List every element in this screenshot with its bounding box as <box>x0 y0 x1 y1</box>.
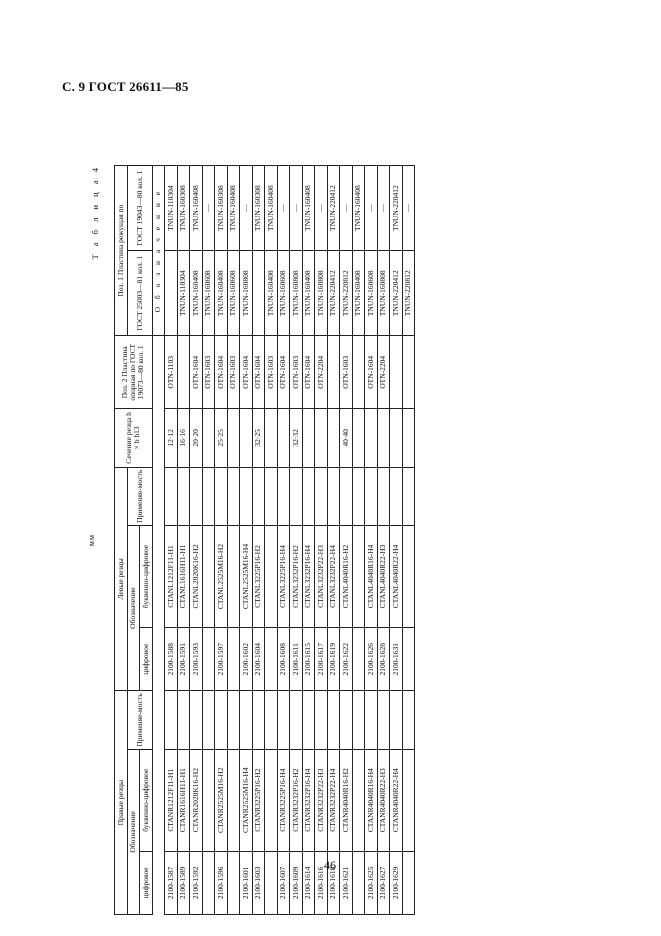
right-applicability-cell <box>377 691 390 749</box>
left-alphanumeric-cell <box>227 525 240 627</box>
right-designation-header: Обозначение <box>127 749 140 914</box>
insert-gost25003-cell: TNUN-160808 <box>315 251 328 336</box>
right-numeric-cell: 2100-1618 <box>327 851 340 914</box>
support-plate-cell: OTN-1103 <box>165 336 178 409</box>
support-plate-cell: OTN-1604 <box>215 336 228 409</box>
right-applicability-cell <box>177 691 190 749</box>
table-row <box>252 166 265 915</box>
insert-gost19043-cell: TNUN-220412 <box>327 166 340 251</box>
table-row <box>290 166 303 915</box>
support-plate-cell: OTN-1603 <box>265 336 278 409</box>
right-alphanumeric-cell: CTANR2525M16-H4 <box>240 749 253 851</box>
left-alphanumeric-cell: CTANL3232P16-H4 <box>302 525 315 627</box>
section-cell <box>265 409 278 467</box>
insert-gost19043-cell: — <box>277 166 290 251</box>
right-numeric-cell <box>265 851 278 914</box>
right-alphanumeric-cell: CTANR1616H11-H1 <box>177 749 190 851</box>
right-numeric-cell: 2100-1607 <box>277 851 290 914</box>
support-plate-cell: OTN-1604 <box>190 336 203 409</box>
insert-gost25003-cell: TNUN-160608 <box>277 251 290 336</box>
section-cell <box>352 409 365 467</box>
table-row <box>190 166 203 915</box>
left-alphanumeric-header: буквенно-цифровое <box>140 525 153 627</box>
right-applicability-cell <box>327 691 340 749</box>
insert-gost19043-cell: — <box>340 166 353 251</box>
support-plate-cell: OTN-1603 <box>340 336 353 409</box>
section-cell: 16·16 <box>177 409 190 467</box>
insert-gost19043-cell: TNUN-160408 <box>190 166 203 251</box>
insert-gost25003-cell <box>165 251 178 336</box>
right-alphanumeric-cell <box>402 749 415 851</box>
left-alphanumeric-cell: CTANL3232P22-H3 <box>315 525 328 627</box>
left-numeric-cell: 2100-1626 <box>365 628 378 691</box>
units-label: мм <box>87 533 96 547</box>
right-numeric-cell: 2100-1621 <box>340 851 353 914</box>
section-cell: 32·25 <box>252 409 265 467</box>
insert-gost19043-cell: TNUN-160408 <box>352 166 365 251</box>
left-numeric-cell: 2100-1631 <box>390 628 403 691</box>
right-alphanumeric-cell: CTANR3232P16-H4 <box>302 749 315 851</box>
table-row <box>352 166 365 915</box>
right-numeric-cell: 2100-1616 <box>315 851 328 914</box>
section-cell: 25·25 <box>215 409 228 467</box>
left-applicability-cell <box>202 467 215 525</box>
designation-spaced-header: О б о з н а ч е н и е <box>152 166 165 336</box>
right-applicability-cell <box>315 691 328 749</box>
left-alphanumeric-cell: CTANL4040R22-H4 <box>390 525 403 627</box>
insert-gost25003-cell: TNUN-160808 <box>377 251 390 336</box>
right-numeric-cell: 2100-1592 <box>190 851 203 914</box>
insert-gost25003-cell: TNUN-160408 <box>352 251 365 336</box>
right-numeric-cell <box>402 851 415 914</box>
section-cell <box>277 409 290 467</box>
right-applicability-cell <box>252 691 265 749</box>
left-numeric-cell: 2100-1591 <box>177 628 190 691</box>
left-applicability-cell <box>215 467 228 525</box>
right-alphanumeric-cell: CTANR3232P22-H3 <box>315 749 328 851</box>
right-applicability-cell <box>390 691 403 749</box>
insert-gost25003-cell: TNUN-220812 <box>340 251 353 336</box>
left-applicability-cell <box>240 467 253 525</box>
table-row <box>315 166 328 915</box>
support-plate-cell: OTN-1604 <box>252 336 265 409</box>
insert-gost19043-cell: — <box>315 166 328 251</box>
left-alphanumeric-cell: CTANL3232P16-H2 <box>290 525 303 627</box>
support-plate-cell <box>177 336 190 409</box>
insert-gost19043-cell: TNUN-160308 <box>215 166 228 251</box>
left-alphanumeric-cell: CTANL3232P22-H4 <box>327 525 340 627</box>
table-row <box>240 166 253 915</box>
insert-gost19043-cell: TNUN-160408 <box>302 166 315 251</box>
insert-gost25003-cell: TNUN-160808 <box>290 251 303 336</box>
left-numeric-cell: 2100-1588 <box>165 628 178 691</box>
section-cell <box>227 409 240 467</box>
support-plate-cell: OTN-1603 <box>290 336 303 409</box>
left-applicability-header: Применяе-мость <box>127 467 152 525</box>
section-header: Сечение резца h × b h13 <box>115 409 153 467</box>
pos2-header: Поз. 2 Пластина опорная по ГОСТ 19073—80 кол. 1 <box>115 336 153 409</box>
right-alphanumeric-cell: CTANR3232P22-H4 <box>327 749 340 851</box>
right-numeric-cell: 2100-1627 <box>377 851 390 914</box>
gost19043-header: ГОСТ 19043—80 кол. 1 <box>127 166 152 251</box>
page-header: С. 9 ГОСТ 26611—85 <box>62 79 189 94</box>
insert-gost19043-cell: — <box>290 166 303 251</box>
left-alphanumeric-cell: CTANL4040R16-H2 <box>340 525 353 627</box>
support-plate-cell: OTN-1604 <box>302 336 315 409</box>
section-cell: 20·20 <box>190 409 203 467</box>
support-plate-cell: OTN-1604 <box>365 336 378 409</box>
insert-gost19043-cell: TNUN-160308 <box>252 166 265 251</box>
section-cell <box>327 409 340 467</box>
support-plate-cell <box>352 336 365 409</box>
right-numeric-cell <box>227 851 240 914</box>
table-row <box>215 166 228 915</box>
support-plate-cell: OTN-1604 <box>240 336 253 409</box>
right-alphanumeric-cell: CTANR4040R16-H2 <box>340 749 353 851</box>
table-row <box>227 166 240 915</box>
support-plate-cell: OTN-1604 <box>277 336 290 409</box>
table-row <box>327 166 340 915</box>
left-numeric-cell <box>227 628 240 691</box>
right-alphanumeric-cell: CTANR3225P16-H4 <box>277 749 290 851</box>
left-applicability-cell <box>390 467 403 525</box>
left-numeric-cell: 2100-1619 <box>327 628 340 691</box>
right-alphanumeric-cell <box>202 749 215 851</box>
insert-gost19043-cell: — <box>402 166 415 251</box>
right-alphanumeric-header: буквенно-цифровое <box>140 749 153 851</box>
right-applicability-cell <box>240 691 253 749</box>
right-alphanumeric-cell: CTANR3225P16-H2 <box>252 749 265 851</box>
left-alphanumeric-cell: CTANL2020K16-H2 <box>190 525 203 627</box>
insert-gost19043-cell: — <box>377 166 390 251</box>
insert-gost25003-cell: TNUN-110304 <box>177 251 190 336</box>
right-numeric-cell: 2100-1601 <box>240 851 253 914</box>
left-applicability-cell <box>377 467 390 525</box>
table-row <box>302 166 315 915</box>
left-applicability-cell <box>302 467 315 525</box>
insert-gost25003-cell: TNUN-160408 <box>215 251 228 336</box>
left-applicability-cell <box>402 467 415 525</box>
insert-gost25003-cell: TNUN-220412 <box>327 251 340 336</box>
table-row <box>340 166 353 915</box>
right-applicability-cell <box>190 691 203 749</box>
insert-gost19043-cell: TNUN-160408 <box>265 166 278 251</box>
right-alphanumeric-cell <box>265 749 278 851</box>
left-applicability-cell <box>340 467 353 525</box>
left-applicability-cell <box>265 467 278 525</box>
support-plate-cell <box>390 336 403 409</box>
left-numeric-cell <box>402 628 415 691</box>
table-row <box>377 166 390 915</box>
right-numeric-cell: 2100-1587 <box>165 851 178 914</box>
right-alphanumeric-cell: CTANR2020K16-H2 <box>190 749 203 851</box>
section-cell: 32·32 <box>290 409 303 467</box>
support-plate-cell: OTN-2204 <box>315 336 328 409</box>
right-numeric-header: цифровое <box>140 851 153 914</box>
section-cell <box>315 409 328 467</box>
left-designation-header: Обозначение <box>127 525 140 690</box>
right-applicability-cell <box>290 691 303 749</box>
left-alphanumeric-cell: CTANL2525M16-H2 <box>215 525 228 627</box>
page-number: 46 <box>324 858 336 872</box>
left-alphanumeric-cell: CTANL4040R16-H4 <box>365 525 378 627</box>
support-plate-cell: OTN-1603 <box>227 336 240 409</box>
insert-gost25003-cell: TNUN-160408 <box>190 251 203 336</box>
right-alphanumeric-cell: CTANR4040R22-H4 <box>390 749 403 851</box>
table-row <box>390 166 403 915</box>
left-numeric-cell: 2100-1615 <box>302 628 315 691</box>
table-row <box>202 166 215 915</box>
left-alphanumeric-cell <box>202 525 215 627</box>
right-applicability-cell <box>265 691 278 749</box>
insert-gost25003-cell: TNUN-160408 <box>302 251 315 336</box>
table-row <box>165 166 178 915</box>
right-applicability-cell <box>352 691 365 749</box>
left-numeric-cell: 2100-1622 <box>340 628 353 691</box>
right-numeric-cell: 2100-1629 <box>390 851 403 914</box>
right-alphanumeric-cell: CTANR3232P16-H2 <box>290 749 303 851</box>
left-alphanumeric-cell: CTANL2525M16-H4 <box>240 525 253 627</box>
insert-gost25003-cell: TNUN-220412 <box>390 251 403 336</box>
section-cell: 40·40 <box>340 409 353 467</box>
insert-gost19043-cell: TNUN-220412 <box>390 166 403 251</box>
right-applicability-cell <box>340 691 353 749</box>
left-alphanumeric-cell <box>402 525 415 627</box>
left-cutters-header: Левые резцы <box>115 467 128 691</box>
left-applicability-cell <box>227 467 240 525</box>
table-row <box>265 166 278 915</box>
right-numeric-cell: 2100-1614 <box>302 851 315 914</box>
table-row <box>402 166 415 915</box>
gost25003-header: ГОСТ 25003—81 кол. 1 <box>127 251 152 336</box>
right-applicability-header: Применяе-мость <box>127 691 152 749</box>
left-numeric-cell <box>265 628 278 691</box>
left-applicability-cell <box>165 467 178 525</box>
table-row <box>177 166 190 915</box>
right-alphanumeric-cell <box>227 749 240 851</box>
insert-gost19043-cell: TNUN-160408 <box>227 166 240 251</box>
right-alphanumeric-cell: CTANR4040R16-H4 <box>365 749 378 851</box>
section-cell: 12·12 <box>165 409 178 467</box>
left-applicability-cell <box>277 467 290 525</box>
insert-gost19043-cell: — <box>240 166 253 251</box>
left-numeric-cell: 2100-1628 <box>377 628 390 691</box>
insert-gost19043-cell: TNUN-160308 <box>177 166 190 251</box>
left-alphanumeric-cell: CTANL4040R22-H3 <box>377 525 390 627</box>
table-label: Т а б л и ц а 4 <box>90 165 100 260</box>
section-cell <box>377 409 390 467</box>
pos1-header: Поз. 1 Пластина режущая по <box>115 166 128 336</box>
left-applicability-cell <box>190 467 203 525</box>
left-numeric-cell: 2100-1597 <box>215 628 228 691</box>
rotated-table-block <box>87 165 590 915</box>
left-numeric-cell <box>202 628 215 691</box>
right-applicability-cell <box>202 691 215 749</box>
section-cell <box>402 409 415 467</box>
left-applicability-cell <box>177 467 190 525</box>
section-cell <box>365 409 378 467</box>
support-plate-cell <box>327 336 340 409</box>
right-applicability-cell <box>402 691 415 749</box>
left-applicability-cell <box>315 467 328 525</box>
insert-gost25003-cell <box>252 251 265 336</box>
right-applicability-cell <box>215 691 228 749</box>
insert-gost25003-cell: TNUN-160608 <box>365 251 378 336</box>
left-numeric-cell <box>352 628 365 691</box>
right-numeric-cell: 2100-1589 <box>177 851 190 914</box>
left-applicability-cell <box>352 467 365 525</box>
support-plate-cell: OTN-2204 <box>377 336 390 409</box>
right-cutters-header: Правые резцы <box>115 691 128 915</box>
left-numeric-cell: 2100-1593 <box>190 628 203 691</box>
left-applicability-cell <box>327 467 340 525</box>
insert-gost25003-cell: TNUN-160608 <box>202 251 215 336</box>
right-applicability-cell <box>277 691 290 749</box>
table-row <box>365 166 378 915</box>
right-numeric-cell: 2100-1603 <box>252 851 265 914</box>
insert-gost25003-cell: TNUN-160608 <box>227 251 240 336</box>
left-numeric-header: цифровое <box>140 628 153 691</box>
left-applicability-cell <box>290 467 303 525</box>
right-alphanumeric-cell: CTANR4040R22-H3 <box>377 749 390 851</box>
right-numeric-cell: 2100-1609 <box>290 851 303 914</box>
left-alphanumeric-cell: CTANL3225P16-H4 <box>277 525 290 627</box>
insert-gost19043-cell: — <box>202 166 215 251</box>
right-numeric-cell: 2100-1625 <box>365 851 378 914</box>
left-numeric-cell: 2100-1608 <box>277 628 290 691</box>
right-applicability-cell <box>365 691 378 749</box>
left-alphanumeric-cell: CTANL3225P16-H2 <box>252 525 265 627</box>
right-numeric-cell <box>352 851 365 914</box>
cutter-table <box>114 165 415 915</box>
support-plate-cell: OTN-1603 <box>202 336 215 409</box>
insert-gost19043-cell: TNUN-110304 <box>165 166 178 251</box>
insert-gost19043-cell: — <box>365 166 378 251</box>
right-numeric-cell <box>202 851 215 914</box>
left-applicability-cell <box>365 467 378 525</box>
section-cell <box>240 409 253 467</box>
left-alphanumeric-cell: CTANL1212F11-H1 <box>165 525 178 627</box>
support-plate-cell <box>402 336 415 409</box>
left-applicability-cell <box>252 467 265 525</box>
section-cell <box>202 409 215 467</box>
right-alphanumeric-cell: CTANR1212F11-H1 <box>165 749 178 851</box>
right-alphanumeric-cell <box>352 749 365 851</box>
table-row <box>277 166 290 915</box>
insert-gost25003-cell: TNUN-160408 <box>265 251 278 336</box>
insert-gost25003-cell: TNUN-160808 <box>240 251 253 336</box>
insert-gost25003-cell: TNUN-220812 <box>402 251 415 336</box>
right-alphanumeric-cell: CTANR2525M16-H2 <box>215 749 228 851</box>
right-applicability-cell <box>227 691 240 749</box>
section-cell <box>302 409 315 467</box>
left-alphanumeric-cell: CTANL1616H11-H1 <box>177 525 190 627</box>
left-alphanumeric-cell <box>265 525 278 627</box>
right-applicability-cell <box>302 691 315 749</box>
left-alphanumeric-cell <box>352 525 365 627</box>
right-applicability-cell <box>165 691 178 749</box>
left-numeric-cell: 2100-1602 <box>240 628 253 691</box>
section-cell <box>390 409 403 467</box>
left-numeric-cell: 2100-1611 <box>290 628 303 691</box>
left-numeric-cell: 2100-1604 <box>252 628 265 691</box>
left-numeric-cell: 2100-1617 <box>315 628 328 691</box>
right-numeric-cell: 2100-1596 <box>215 851 228 914</box>
